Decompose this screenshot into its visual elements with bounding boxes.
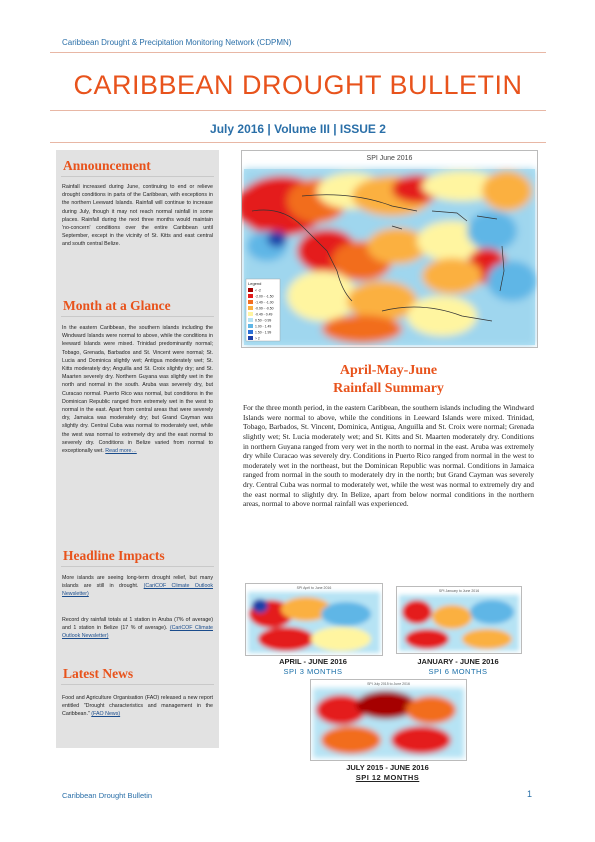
glance-text: In the eastern Caribbean, the southern islands including the Windward Islands were normal to above, while the conditions in leeward Islands were mixed. Trinidad predominantly normal; Tobago, Grenada, Barbados and St. Vincent were normal; St. Lucia and Dominica slightly wet; Antigua moderately wet; St. Kitts moderately dry; Anguilla and St. Croix slightly dry; and St. Maarten severely dry. Northern Guyana was slightly wet in the north and normal in the south. Aruba was severely dry, but Curacao normal. Puerto Rico was normal, but conditions in the Dominican Republic ranged from extremely wet in the west to normal in the east. Apart from central areas that were severely dry, Jamaica was moderately dry; but Grand Cayman was slightly dry. Central Cuba was normal to moderately wet, while the west was normal to extremely dry and the east normal to severely dry. Conditions in Belize varied from normal to exceptionally wet. — [62, 325, 213, 455]
headline-item-2 — [62, 616, 213, 641]
headline-1-link[interactable]: (CariCOF Climate Outlook Newsletter) — [62, 583, 213, 598]
legend-swatch — [248, 306, 253, 310]
legend-label: -1.49 - -1.00 — [255, 300, 274, 305]
sidebar-divider — [61, 684, 214, 685]
subcaption-3-month: SPI 3 MONTHS — [283, 667, 343, 676]
headlines-heading: Headline Impacts — [63, 548, 165, 563]
announcement-text: Rainfall increased during June, continuing to end or relieve drought conditions in parts of the Caribbean, with exceptions in the northern Leeward Islands. Rainfall will continue to increase during July, though it may not reach normal rainfall in some places. Rainfall during the next three months would maintain 'no-concern' conditions over the entire Caribbean until September, except in the vicinity of St. Kitts and east central and south central Belize. — [62, 184, 213, 248]
summary-text: For the three month period, in the eastern Caribbean, the southern islands including the Windward Islands were normal to above, while the conditions in Leeward Islands were mixed. Trinidad, Tobago, Barbados, St. Vincent, Dominica, Antigua, Anguilla and St. Croix were normal; Grenada slightly wet; St. Lucia moderately wet; and St. Kitts and St. Maarten moderately dry. Conditions in northern Guyana ranged from very wet in the north to normal in the east. Aruba was extremely dry while Curacao was severely dry. Conditions in Puerto Rico ranged from normal in the west to moderately wet in the northeast, but the Dominican Republic was normal. Conditions in Jamaica ranged from normal in the south to moderately dry in the north; but Grand Cayman was severely dry. Central Cuba was normal to moderately wet, while the west was normal to extremely dry and the east normal to slightly dry. In Belize, apart from below normal conditions in the northern areas, normal to above normal rainfall was experienced. — [243, 403, 534, 509]
news-heading: Latest News — [63, 666, 134, 681]
news-item — [62, 694, 213, 719]
spi-6-month-map — [396, 586, 522, 654]
map-title: SPI June 2016 — [366, 155, 413, 162]
legend-label: -2.00 - -1.50 — [255, 294, 274, 299]
legend-label: 0.50 - 0.99 — [255, 318, 272, 323]
legend-swatch — [248, 294, 253, 298]
subcaption-12-month: SPI 12 MONTHS — [355, 773, 420, 782]
small-map-title: SPI April to June 2016 — [296, 586, 332, 590]
small-map-title: SPI July 2015 to June 2016 — [367, 682, 410, 686]
network-name: Caribbean Drought & Precipitation Monitoring Network (CDPMN) — [62, 38, 292, 47]
legend-title: Legend — [248, 281, 262, 286]
glance-block — [62, 324, 213, 455]
legend-label: < -2 — [255, 288, 261, 293]
spi-3-month-map — [245, 583, 383, 656]
spi-12-month-map — [310, 679, 467, 761]
caption-12-month: JULY 2015 - JUNE 2016 — [346, 763, 429, 772]
summary-heading-line1: April-May-June — [339, 363, 438, 378]
map-legend — [246, 279, 280, 341]
spi-12-month-graphic — [311, 680, 466, 760]
bulletin-title: CARIBBEAN DROUGHT BULLETIN — [73, 70, 523, 100]
legend-swatch — [248, 324, 253, 328]
glance-heading: Month at a Glance — [63, 298, 171, 313]
subcaption-6-month: SPI 6 MONTHS — [428, 667, 488, 676]
sidebar-divider — [61, 316, 214, 317]
read-more-link[interactable]: Read more… — [105, 448, 137, 455]
title-divider — [50, 110, 546, 111]
issue-divider — [50, 142, 546, 143]
legend-label: > 2 — [255, 336, 260, 341]
announcement-heading: Announcement — [63, 158, 151, 173]
spi-map-graphic — [242, 151, 537, 347]
sidebar-divider — [61, 566, 214, 567]
legend-swatch — [248, 312, 253, 316]
headline-item-1 — [62, 574, 213, 599]
headline-2-text: Record dry rainfall totals at 1 station in Aruba (7% of average) and 1 station in Belize (17 % of average). — [62, 617, 213, 632]
small-map-title: SPI January to June 2016 — [438, 589, 480, 593]
spi-june-map — [241, 150, 538, 348]
summary-heading — [241, 362, 536, 397]
legend-label: -0.49 - 0.49 — [255, 312, 273, 317]
headline-1-text: More islands are seeing long-term drought relief, but many islands are still in drought. — [62, 575, 213, 590]
caption-3-month: APRIL - JUNE 2016 — [279, 657, 347, 666]
page-number: 1 — [527, 789, 533, 799]
news-text: Food and Agriculture Organisation (FAO) released a new report entitled "Drought characteristics and management in the Caribbean." — [62, 695, 213, 718]
legend-swatch — [248, 318, 253, 322]
legend-swatch — [248, 300, 253, 304]
sidebar-divider — [61, 176, 214, 177]
spi-6-month-graphic — [397, 587, 521, 653]
legend-swatch — [248, 288, 253, 292]
caption-6-month: JANUARY - JUNE 2016 — [417, 657, 499, 666]
headline-2-link[interactable]: (CariCOF Climate Outlook Newsletter) — [62, 625, 213, 640]
legend-swatch — [248, 336, 253, 340]
footer-title: Caribbean Drought Bulletin — [62, 791, 153, 800]
header-divider — [50, 52, 546, 53]
legend-swatch — [248, 330, 253, 334]
legend-label: 1.50 - 1.99 — [255, 330, 272, 335]
legend-label: 1.00 - 1.49 — [255, 324, 272, 329]
fao-news-link[interactable]: (FAO News) — [91, 711, 121, 718]
sidebar — [56, 150, 219, 748]
legend-label: -0.99 - -0.50 — [255, 306, 274, 311]
issue-line: July 2016 | Volume III | ISSUE 2 — [210, 122, 386, 136]
summary-heading-line2: Rainfall Summary — [333, 380, 444, 396]
spi-3-month-graphic — [246, 584, 382, 655]
